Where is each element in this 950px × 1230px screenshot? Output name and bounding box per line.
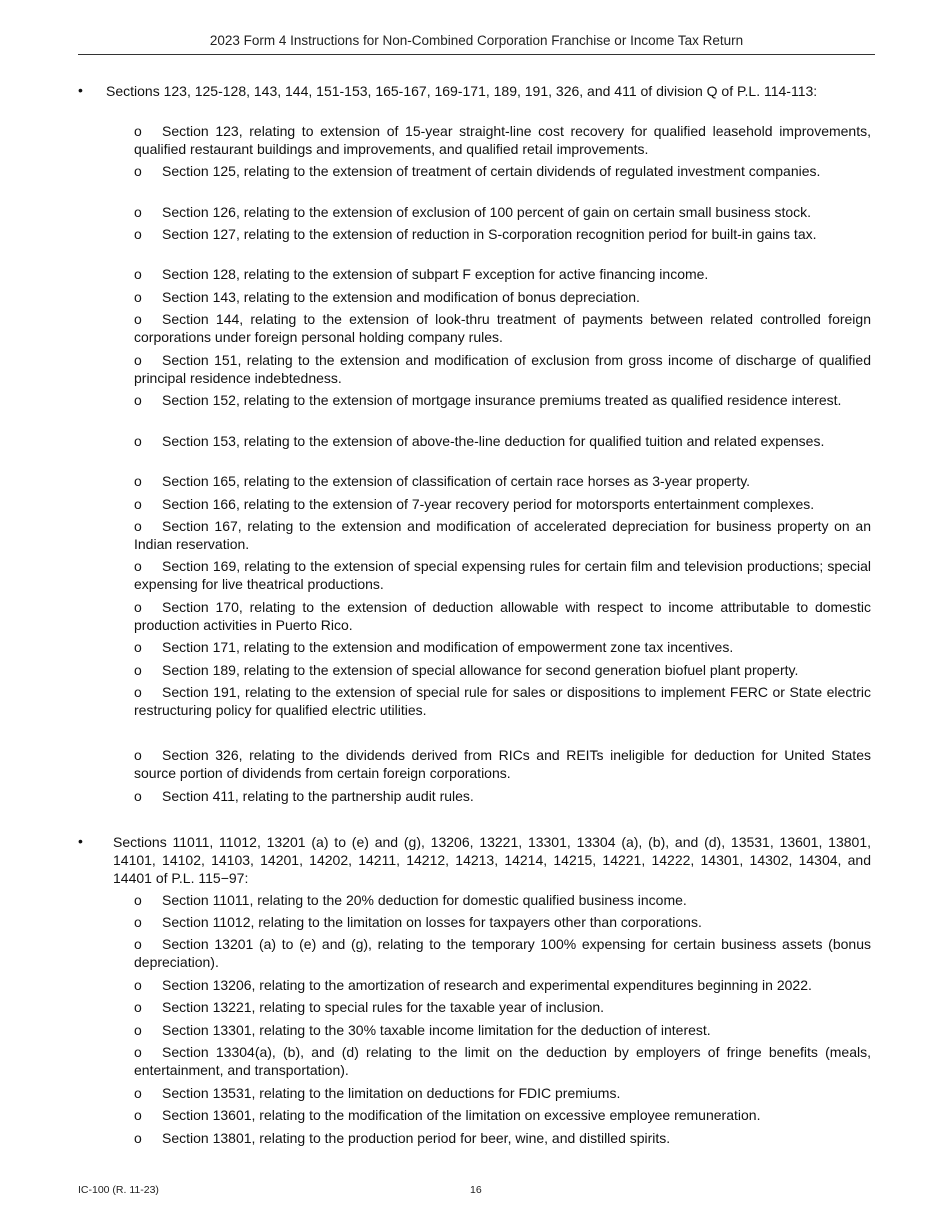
list-item: [134, 288, 871, 306]
list-item: [134, 638, 871, 656]
list-item-text: Section 11011, relating to the 20% deduction for domestic qualified business income.: [162, 892, 687, 908]
list-item: [134, 976, 871, 994]
list-item-text: Section 128, relating to the extension of subpart F exception for active financing income.: [162, 266, 709, 282]
list-item-text: Section 165, relating to the extension of classification of certain race horses as 3-year property.: [162, 473, 751, 489]
list-item: [134, 557, 871, 593]
list-item: [134, 913, 871, 931]
list-item: [134, 998, 871, 1016]
list-item-text: Section 13301, relating to the 30% taxable income limitation for the deduction of interest.: [162, 1022, 711, 1038]
list-item: [134, 1043, 871, 1079]
sub-bullet-marker: o: [134, 433, 142, 449]
sub-bullet-marker: o: [134, 558, 142, 574]
sub-bullet-marker: o: [134, 392, 142, 408]
list-item: [134, 683, 871, 719]
sub-bullet-marker: o: [134, 226, 142, 242]
list-item: [134, 391, 871, 409]
list-item: [134, 203, 871, 221]
list-item: [134, 1084, 871, 1102]
list-item: [134, 517, 871, 553]
list-item: [134, 1021, 871, 1039]
bullet-marker: •: [78, 82, 83, 98]
sub-bullet-marker: o: [134, 599, 142, 615]
list-item-text: Section 170, relating to the extension of deduction allowable with respect to income attributable to domestic production activities in Puerto Rico.: [134, 599, 871, 633]
list-item-text: Section 152, relating to the extension of mortgage insurance premiums treated as qualified residence interest.: [162, 392, 842, 408]
list-item-text: Section 13201 (a) to (e) and (g), relating to the temporary 100% expensing for certain business assets (bonus depreciation).: [134, 936, 871, 970]
list-item: [134, 432, 871, 450]
sub-bullet-marker: o: [134, 204, 142, 220]
group1-intro: Sections 123, 125-128, 143, 144, 151-153, 165-167, 169-171, 189, 191, 326, and 411 of division Q of P.L. 114-113:: [106, 83, 818, 99]
list-item: [134, 1129, 871, 1147]
list-item-text: Section 123, relating to extension of 15-year straight-line cost recovery for qualified leasehold improvements, qualified restaurant buildings and improvements, and qualified retail improvements.: [134, 123, 871, 157]
list-item-text: Section 326, relating to the dividends derived from RICs and REITs ineligible for deduction for United States source portion of dividends from certain foreign corporations.: [134, 747, 871, 781]
list-item: [134, 787, 871, 805]
list-item-text: Section 189, relating to the extension of special allowance for second generation biofuel plant property.: [162, 662, 799, 678]
page-number: 16: [470, 1184, 482, 1196]
sub-bullet-marker: o: [134, 1022, 142, 1038]
list-item-text: Section 11012, relating to the limitation on losses for taxpayers other than corporations.: [162, 914, 702, 930]
list-item-text: Section 13531, relating to the limitation on deductions for FDIC premiums.: [162, 1085, 621, 1101]
sub-bullet-marker: o: [134, 289, 142, 305]
sub-bullet-marker: o: [134, 999, 142, 1015]
sub-bullet-marker: o: [134, 496, 142, 512]
list-item-text: Section 169, relating to the extension of special expensing rules for certain film and television productions; special expensing for live theatrical productions.: [134, 558, 871, 592]
list-item-text: Section 13221, relating to special rules for the taxable year of inclusion.: [162, 999, 605, 1015]
sub-bullet-marker: o: [134, 662, 142, 678]
sub-bullet-marker: o: [134, 473, 142, 489]
list-item: [134, 935, 871, 971]
group2-intro: Sections 11011, 11012, 13201 (a) to (e) and (g), 13206, 13221, 13301, 13304 (a), (b), and (d), 13531, 13601, 13801, 14101, 14102, 14103, 14201, 14202, 14211, 14212, 14213, 14214, 14215, 14221, 14222, 14301, 14302, 14304, and 14401 of P.L. 115−97:: [113, 834, 871, 886]
list-item-text: Section 13801, relating to the production period for beer, wine, and distilled spirits.: [162, 1130, 671, 1146]
list-item: [134, 225, 871, 243]
list-item: [134, 472, 871, 490]
sub-bullet-marker: o: [134, 747, 142, 763]
list-item-text: Section 411, relating to the partnership audit rules.: [162, 788, 474, 804]
form-id: IC-100 (R. 11-23): [78, 1184, 159, 1196]
list-item-text: Section 151, relating to the extension and modification of exclusion from gross income of discharge of qualified principal residence indebtedness.: [134, 352, 871, 386]
list-item: [134, 746, 871, 782]
header-rule: [78, 54, 875, 55]
list-item-text: Section 125, relating to the extension of treatment of certain dividends of regulated investment companies.: [162, 163, 821, 179]
list-item: [134, 122, 871, 158]
list-item: [134, 310, 871, 346]
list-item-text: Section 127, relating to the extension of reduction in S-corporation recognition period for built-in gains tax.: [162, 226, 817, 242]
sub-bullet-marker: o: [134, 1044, 142, 1060]
sub-bullet-marker: o: [134, 352, 142, 368]
list-item: [134, 1106, 871, 1124]
list-item-text: Section 13304(a), (b), and (d) relating to the limit on the deduction by employers of fringe benefits (meals, entertainment, and transportation).: [134, 1044, 871, 1078]
sub-bullet-marker: o: [134, 684, 142, 700]
bullet-marker: •: [78, 833, 83, 849]
list-item: [134, 162, 871, 180]
list-item-text: Section 153, relating to the extension of above-the-line deduction for qualified tuition and related expenses.: [162, 433, 825, 449]
list-item: [134, 265, 871, 283]
list-item-text: Section 143, relating to the extension and modification of bonus depreciation.: [162, 289, 640, 305]
sub-bullet-marker: o: [134, 1085, 142, 1101]
list-item: [134, 351, 871, 387]
sub-bullet-marker: o: [134, 914, 142, 930]
sub-bullet-marker: o: [134, 639, 142, 655]
list-item-text: Section 191, relating to the extension of special rule for sales or dispositions to implement FERC or State electric restructuring policy for qualified electric utilities.: [134, 684, 871, 718]
list-item-text: Section 167, relating to the extension and modification of accelerated depreciation for business property on an Indian reservation.: [134, 518, 871, 552]
page-header-title: 2023 Form 4 Instructions for Non-Combined Corporation Franchise or Income Tax Return: [209, 33, 744, 48]
sub-bullet-marker: o: [134, 977, 142, 993]
sub-bullet-marker: o: [134, 1107, 142, 1123]
sub-bullet-marker: o: [134, 936, 142, 952]
list-item: [134, 495, 871, 513]
sub-bullet-marker: o: [134, 163, 142, 179]
sub-bullet-marker: o: [134, 266, 142, 282]
sub-bullet-marker: o: [134, 1130, 142, 1146]
list-item: [134, 661, 871, 679]
list-item: [134, 891, 871, 909]
list-item-text: Section 144, relating to the extension of look-thru treatment of payments between related controlled foreign corporations under foreign personal holding company rules.: [134, 311, 871, 345]
list-item-text: Section 171, relating to the extension and modification of empowerment zone tax incentives.: [162, 639, 734, 655]
list-item-text: Section 13206, relating to the amortization of research and experimental expenditures beginning in 2022.: [162, 977, 812, 993]
list-item-text: Section 126, relating to the extension of exclusion of 100 percent of gain on certain small business stock.: [162, 204, 812, 220]
list-item-text: Section 166, relating to the extension of 7-year recovery period for motorsports entertainment complexes.: [162, 496, 815, 512]
sub-bullet-marker: o: [134, 518, 142, 534]
sub-bullet-marker: o: [134, 788, 142, 804]
list-item-text: Section 13601, relating to the modification of the limitation on excessive employee remuneration.: [162, 1107, 761, 1123]
sub-bullet-marker: o: [134, 123, 142, 139]
list-item: [134, 598, 871, 634]
sub-bullet-marker: o: [134, 311, 142, 327]
sub-bullet-marker: o: [134, 892, 142, 908]
